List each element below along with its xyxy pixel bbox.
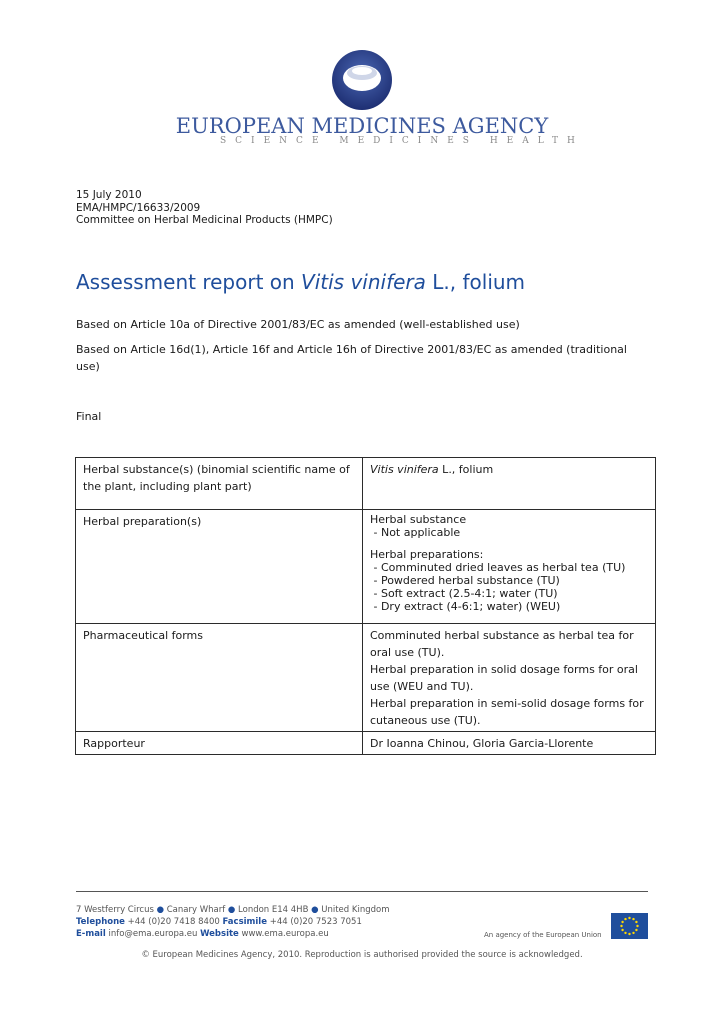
- document-status: Final: [76, 410, 102, 423]
- eu-star: [621, 921, 623, 923]
- bullet-icon: ●: [156, 905, 165, 915]
- preparation-value: [363, 510, 656, 624]
- eu-star: [636, 925, 638, 927]
- title-prefix: Assessment report on: [76, 270, 302, 294]
- preparation-substance-heading: Herbal substance: [370, 513, 467, 526]
- footer-web-line: [76, 928, 389, 940]
- forms-label: Pharmaceutical forms: [76, 624, 363, 732]
- website-label: Website: [200, 929, 239, 939]
- preparation-heading: Herbal preparations:: [370, 548, 484, 561]
- footer-phone-line: [76, 916, 389, 928]
- substance-label: Herbal substance(s) (binomial scientific name of the plant, including plant part): [76, 458, 363, 510]
- copyright-notice: © European Medicines Agency, 2010. Reproduction is authorised provided the source is acknowledged.: [141, 950, 583, 960]
- rapporteur-value: Dr Ioanna Chinou, Gloria Garcia-Llorente: [363, 732, 656, 755]
- telephone-value: +44 (0)20 7418 8400: [127, 917, 220, 927]
- address-city: London E14 4HB: [238, 905, 309, 915]
- legal-basis-wellestablished: Based on Article 10a of Directive 2001/83/EC as amended (well-established use): [76, 318, 520, 331]
- rapporteur-label: Rapporteur: [76, 732, 363, 755]
- eu-star: [635, 921, 637, 923]
- title-species: Vitis vinifera: [301, 270, 426, 294]
- page-title: [76, 270, 525, 294]
- table-row: [76, 732, 656, 755]
- bullet-icon: ●: [227, 905, 236, 915]
- preparation-substance-item: - Not applicable: [370, 526, 461, 539]
- ema-globe-logo-icon: [330, 48, 394, 112]
- facsimile-label: Facsimile: [222, 917, 267, 927]
- email-link[interactable]: info@ema.europa.eu: [108, 929, 198, 939]
- list-item: - Dry extract (4-6:1; water) (WEU): [370, 600, 561, 613]
- agency-tagline: SCIENCE MEDICINES HEALTH: [220, 136, 584, 146]
- document-reference: EMA/HMPC/16633/2009: [76, 201, 201, 214]
- address-area: Canary Wharf: [166, 905, 226, 915]
- forms-line: Comminuted herbal substance as herbal tea for oral use (TU).: [370, 629, 634, 659]
- eu-star: [628, 933, 630, 935]
- telephone-label: Telephone: [76, 917, 125, 927]
- website-link[interactable]: www.ema.europa.eu: [241, 929, 329, 939]
- committee-name: Committee on Herbal Medicinal Products (HMPC): [76, 214, 333, 226]
- eu-star: [624, 932, 626, 934]
- table-row: [76, 624, 656, 732]
- table-row: [76, 510, 656, 624]
- address-street: 7 Westferry Circus: [76, 905, 154, 915]
- list-item: - Comminuted dried leaves as herbal tea (TU): [370, 561, 626, 574]
- summary-table: [75, 457, 656, 755]
- agency-name: EUROPEAN MEDICINES AGENCY: [175, 114, 549, 138]
- footer-address: [76, 904, 389, 916]
- substance-species: Vitis vinifera: [370, 463, 439, 476]
- eu-star: [632, 932, 634, 934]
- forms-line: Herbal preparation in semi-solid dosage forms for cutaneous use (TU).: [370, 697, 644, 727]
- eu-flag-icon: [611, 913, 648, 939]
- table-row: [76, 458, 656, 510]
- document-date: 15 July 2010: [76, 189, 142, 201]
- forms-value: [363, 624, 656, 732]
- list-item: - Powdered herbal substance (TU): [370, 574, 560, 587]
- facsimile-value: +44 (0)20 7523 7051: [269, 917, 362, 927]
- eu-star: [632, 918, 634, 920]
- agency-of-eu: An agency of the European Union: [484, 931, 602, 939]
- document-meta: [76, 189, 333, 227]
- eu-star: [620, 925, 622, 927]
- eu-star: [635, 929, 637, 931]
- substance-value: [363, 458, 656, 510]
- eu-star: [624, 918, 626, 920]
- substance-suffix: L., folium: [438, 463, 494, 476]
- email-label: E-mail: [76, 929, 106, 939]
- footer-contact: [76, 904, 389, 940]
- preparation-label: Herbal preparation(s): [76, 510, 363, 624]
- ema-logo: [0, 48, 724, 112]
- title-suffix: L., folium: [425, 270, 526, 294]
- bullet-icon: ●: [311, 905, 319, 915]
- legal-basis-traditional: Based on Article 16d(1), Article 16f and Article 16h of Directive 2001/83/EC as amended (traditional use): [76, 343, 627, 373]
- address-country: United Kingdom: [321, 905, 390, 915]
- eu-star: [628, 917, 630, 919]
- list-item: - Soft extract (2.5-4:1; water (TU): [370, 587, 558, 600]
- forms-line: Herbal preparation in solid dosage forms for oral use (WEU and TU).: [370, 663, 638, 693]
- footer-divider: [76, 891, 648, 892]
- eu-star: [621, 929, 623, 931]
